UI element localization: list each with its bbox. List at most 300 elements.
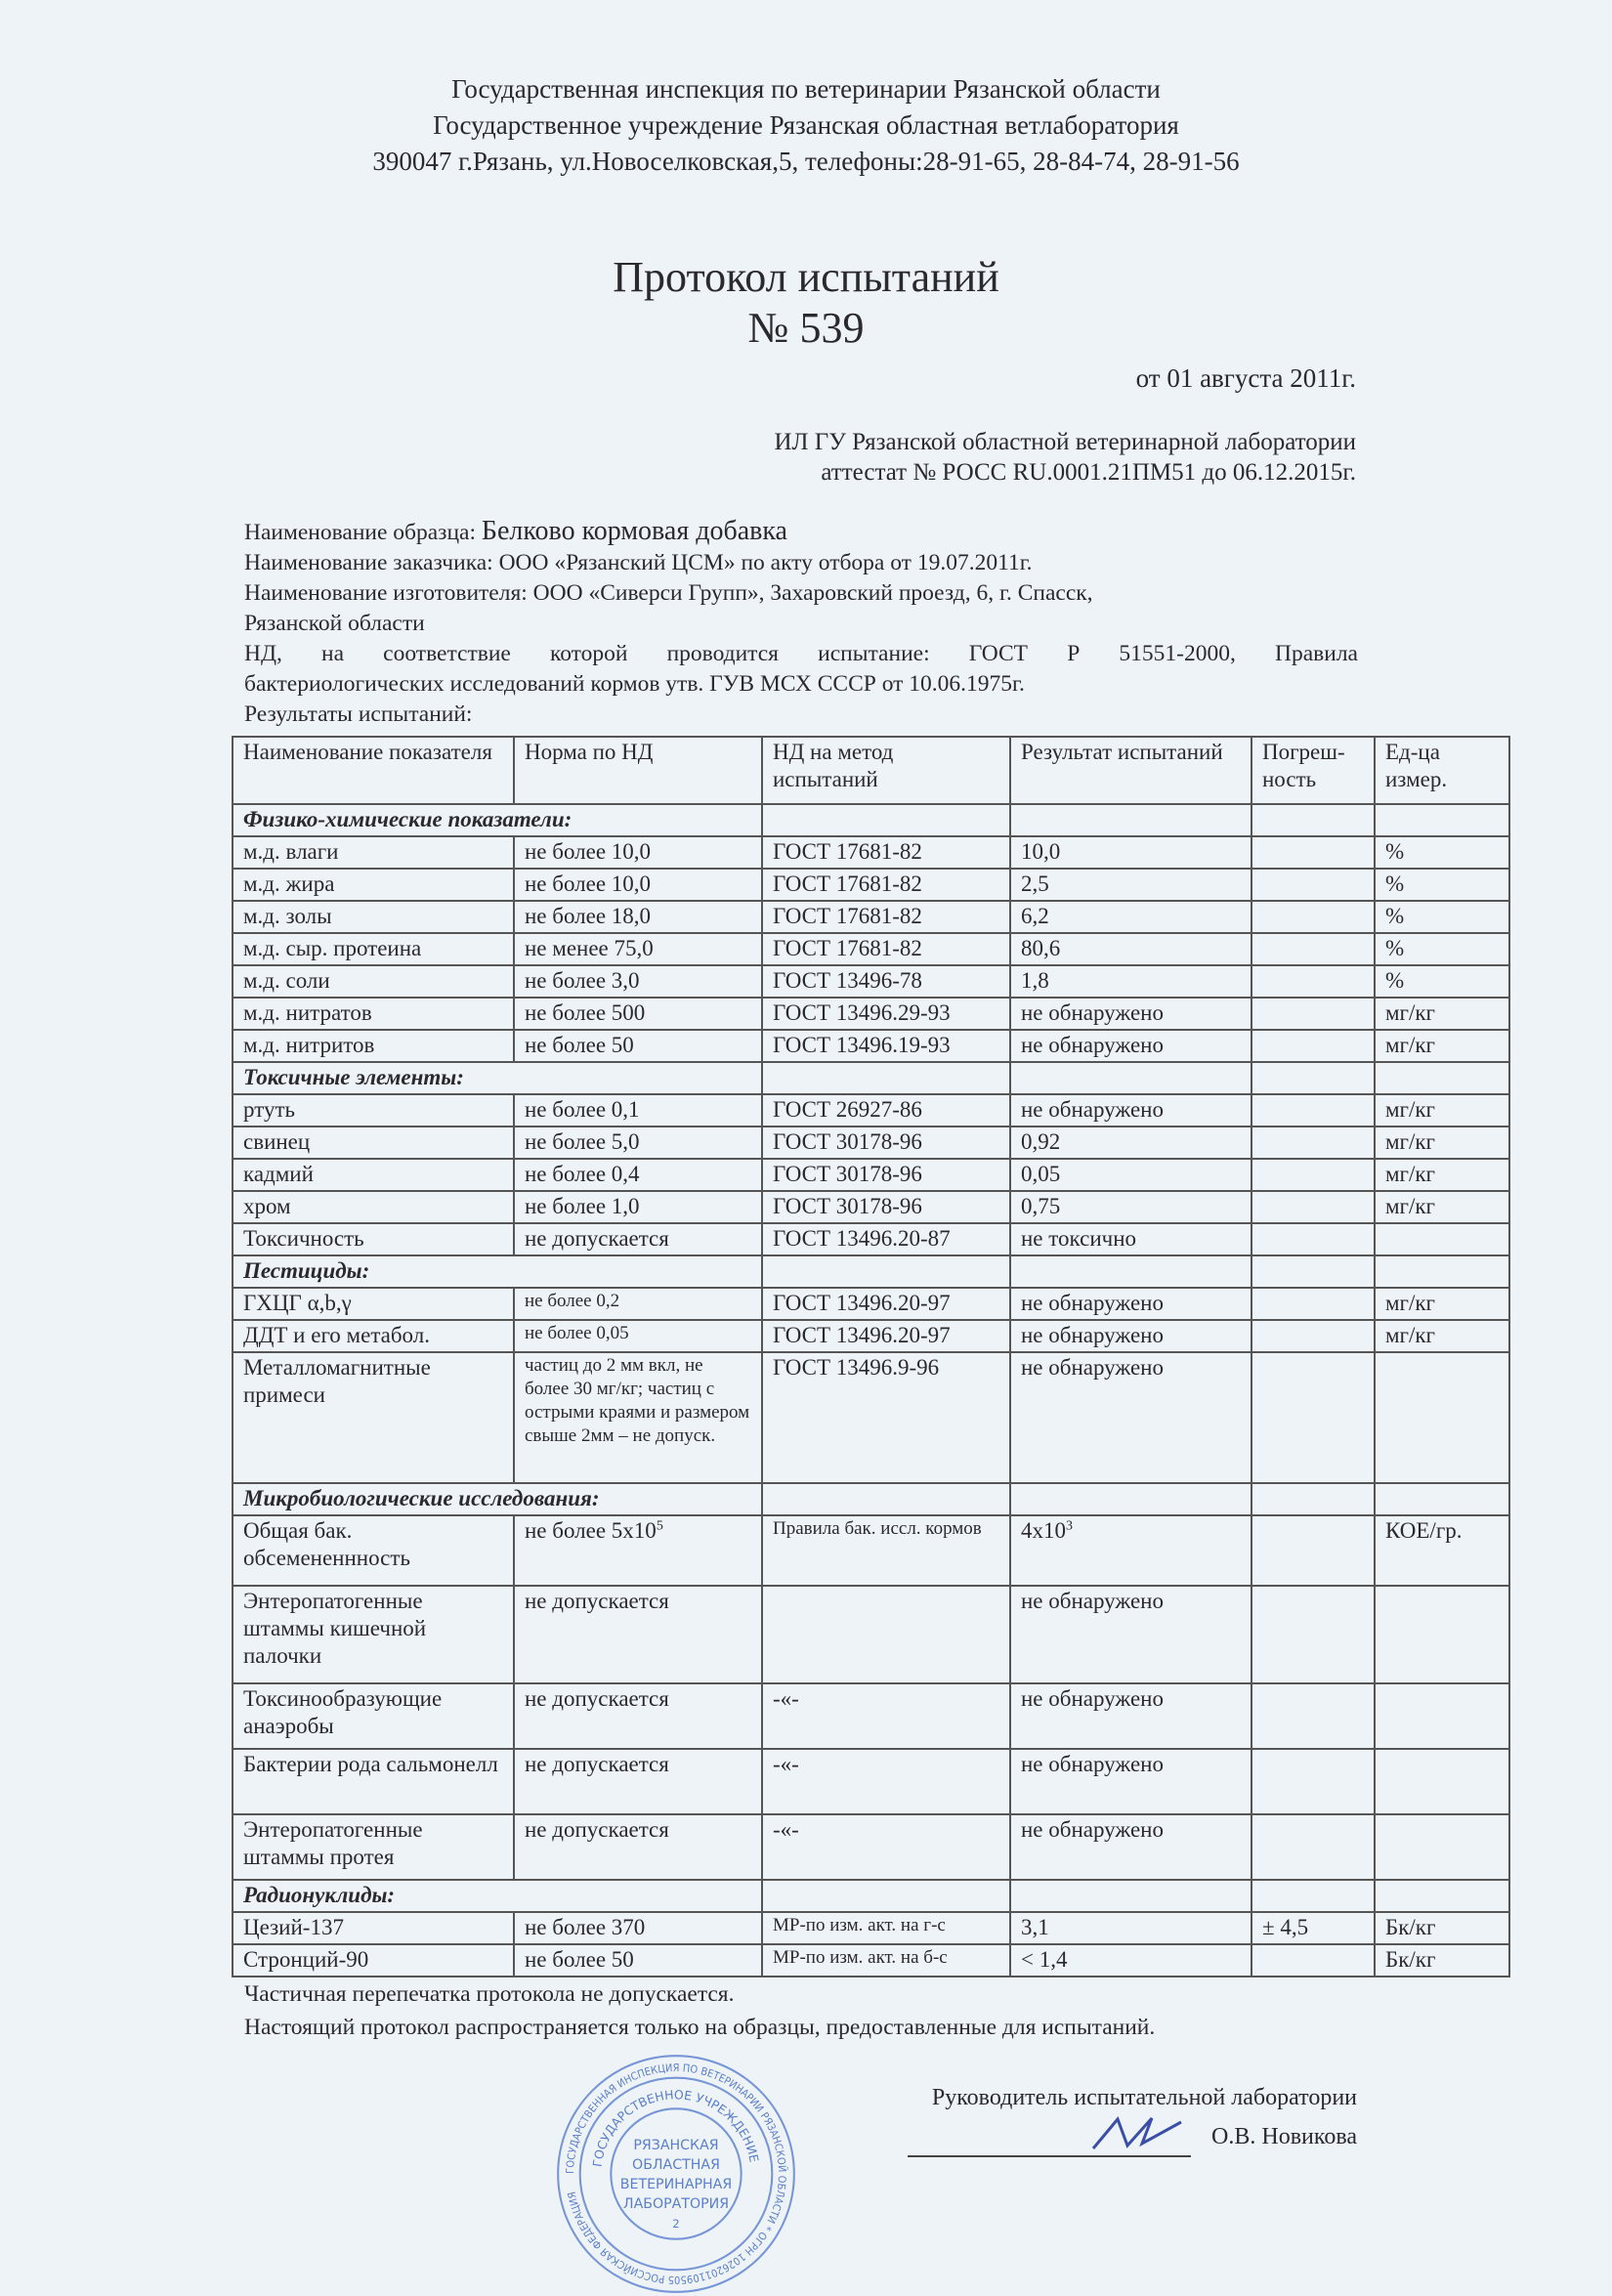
header-line-3: 390047 г.Рязань, ул.Новоселковская,5, телефоны:28-91-65, 28-84-74, 28-91-56: [372, 147, 1240, 176]
cell-text: -«-: [773, 1817, 799, 1842]
table-cell: [1375, 1912, 1509, 1944]
table-cell: [1010, 1320, 1251, 1352]
table-cell: [514, 1094, 762, 1127]
table-cell: [762, 933, 1010, 965]
table-row: [233, 1159, 1509, 1191]
cell-text: Стронций-90: [243, 1947, 369, 1972]
table-cell: [1010, 1944, 1251, 1977]
table-cell: [1010, 1683, 1251, 1749]
cell-text: не более 50: [525, 1033, 634, 1057]
footer-note-2: Настоящий протокол распространяется только на образцы, предоставленные для испытаний.: [244, 2015, 1156, 2040]
table-cell: [1251, 1814, 1375, 1880]
table-cell: [1010, 1223, 1251, 1255]
table-cell: [762, 1159, 1010, 1191]
table-cell: [233, 1944, 514, 1977]
cell-text: мг/кг: [1385, 1194, 1435, 1218]
cell-text: не более 0,1: [525, 1097, 640, 1122]
cell-text: 6,2: [1021, 904, 1049, 928]
table-cell: [1010, 1127, 1251, 1159]
table-cell: [233, 869, 514, 901]
table-cell: [1375, 1320, 1509, 1352]
cell-text: Бактерии рода сальмонелл: [243, 1752, 498, 1776]
cell-text: не обнаружено: [1021, 1686, 1164, 1711]
cell-text: ртуть: [243, 1097, 295, 1122]
empty-cell: [1010, 1483, 1251, 1515]
table-row: [233, 836, 1509, 869]
svg-text:ЛАБОРАТОРИЯ: ЛАБОРАТОРИЯ: [622, 2196, 730, 2212]
table-cell: [1251, 1030, 1375, 1062]
column-header: Результат испытаний: [1010, 737, 1251, 804]
cell-text: ГОСТ 17681-82: [773, 872, 922, 896]
document-title: Протокол испытаний: [613, 253, 999, 301]
table-cell: [1010, 901, 1251, 933]
svg-text:ГОСУДАРСТВЕННАЯ ИНСПЕКЦИЯ ПО В: ГОСУДАРСТВЕННАЯ ИНСПЕКЦИЯ ПО ВЕТЕРИНАРИИ РЯЗАНСКОЙ ОБЛАСТИ * ОГРН 1026201109505 РОССИЙСКАЯ ФЕДЕРАЦИЯ: [563, 2061, 789, 2287]
table-cell: [1251, 933, 1375, 965]
table-row: [233, 1030, 1509, 1062]
table-cell: [1251, 1127, 1375, 1159]
signature-line: [908, 2155, 1191, 2157]
table-cell: [514, 869, 762, 901]
cell-text: Правила бак. иссл. кормов: [773, 1518, 982, 1539]
table-cell: [1375, 1127, 1509, 1159]
table-cell: [762, 1352, 1010, 1483]
cell-text: 80,6: [1021, 936, 1061, 960]
table-cell: [762, 1094, 1010, 1127]
cell-text: не более 3,0: [525, 968, 640, 993]
cell-text: ГОСТ 13496.9-96: [773, 1355, 940, 1380]
cell-text: не обнаружено: [1021, 1097, 1164, 1122]
svg-text:ОБЛАСТНАЯ: ОБЛАСТНАЯ: [632, 2157, 720, 2173]
signature-row: [232, 2052, 1508, 2296]
table-cell: [233, 1320, 514, 1352]
table-cell: [1251, 1320, 1375, 1352]
cell-text: мг/кг: [1385, 1323, 1435, 1347]
table-cell: [514, 1127, 762, 1159]
table-cell: [762, 1586, 1010, 1683]
cell-text: не обнаружено: [1021, 1323, 1164, 1347]
table-cell: [1010, 1912, 1251, 1944]
section-title: Микробиологические исследования:: [233, 1483, 762, 1515]
table-cell: [1251, 1944, 1375, 1977]
cell-text: КОЕ/гр.: [1385, 1518, 1463, 1543]
table-cell: [762, 1912, 1010, 1944]
cell-text: не обнаружено: [1021, 1589, 1164, 1613]
sample-label: Наименование образца:: [244, 520, 482, 545]
table-cell: [762, 1944, 1010, 1977]
table-cell: [1375, 1814, 1509, 1880]
table-cell: [1010, 933, 1251, 965]
table-cell: [1251, 836, 1375, 869]
table-cell: [762, 1683, 1010, 1749]
cell-text: 0,92: [1021, 1129, 1061, 1154]
table-cell: [762, 1320, 1010, 1352]
cell-text: Металломагнитные примеси: [243, 1355, 431, 1407]
cell-text: МР-по изм. акт. на б-с: [773, 1947, 948, 1968]
cell-text: Цезий-137: [243, 1915, 344, 1939]
footer-note-1: Частичная перепечатка протокола не допускается.: [244, 1981, 735, 2007]
table-cell: [762, 965, 1010, 998]
table-cell: [762, 836, 1010, 869]
cell-text: не обнаружено: [1021, 1752, 1164, 1776]
empty-cell: [762, 1880, 1010, 1912]
table-cell: [1375, 1159, 1509, 1191]
table-cell: [762, 1515, 1010, 1586]
cell-text: не более 500: [525, 1000, 646, 1025]
cell-text: 0,75: [1021, 1194, 1061, 1218]
empty-cell: [1010, 1880, 1251, 1912]
table-row: [233, 1944, 1509, 1977]
empty-cell: [762, 1062, 1010, 1094]
cell-text: ДДТ и его метабол.: [243, 1323, 430, 1347]
empty-cell: [1010, 1255, 1251, 1288]
cell-text: ГОСТ 13496.29-93: [773, 1000, 951, 1025]
cell-text: 3,1: [1021, 1915, 1049, 1939]
table-cell: [1251, 998, 1375, 1030]
section-title: Пестициды:: [233, 1255, 762, 1288]
cell-text: ± 4,5: [1262, 1915, 1309, 1939]
table-cell: [762, 901, 1010, 933]
cell-text: не более 0,05: [525, 1323, 629, 1343]
table-cell: [1251, 1515, 1375, 1586]
cell-text: не обнаружено: [1021, 1817, 1164, 1842]
table-cell: [514, 1515, 762, 1586]
table-cell: [1251, 1352, 1375, 1483]
table-cell: [514, 901, 762, 933]
table-row: [233, 1094, 1509, 1127]
table-row: [233, 1352, 1509, 1483]
table-cell: [1375, 869, 1509, 901]
table-cell: [1010, 1814, 1251, 1880]
column-header: Ед-ца измер.: [1375, 737, 1509, 804]
table-cell: [514, 1683, 762, 1749]
cell-text: мг/кг: [1385, 1097, 1435, 1122]
table-row: [233, 998, 1509, 1030]
table-cell: [1375, 998, 1509, 1030]
cell-text: Токсинообразующие анаэробы: [243, 1686, 443, 1738]
table-cell: [1251, 1191, 1375, 1223]
table-row: [233, 1320, 1509, 1352]
table-cell: [762, 1814, 1010, 1880]
cell-text: ГОСТ 13496-78: [773, 968, 922, 993]
cell-text: ГОСТ 17681-82: [773, 839, 922, 864]
cell-text: -«-: [773, 1752, 799, 1776]
table-cell: [233, 933, 514, 965]
cell-text: м.д. золы: [243, 904, 332, 928]
table-cell: [1375, 1030, 1509, 1062]
table-row: [233, 1127, 1509, 1159]
cell-text: Общая бак. обсемененнность: [243, 1518, 410, 1570]
empty-cell: [1375, 1880, 1509, 1912]
table-cell: [1251, 1223, 1375, 1255]
table-cell: [762, 869, 1010, 901]
lab-name: ИЛ ГУ Рязанской областной ветеринарной лаборатории: [774, 429, 1356, 455]
svg-text:ГОСУДАРСТВЕННОЕ УЧРЕЖДЕНИЕ: ГОСУДАРСТВЕННОЕ УЧРЕЖДЕНИЕ: [589, 2087, 762, 2168]
cell-text: м.д. влаги: [243, 839, 339, 864]
table-cell: [233, 1288, 514, 1320]
section-row: [233, 804, 1509, 836]
table-cell: [233, 1030, 514, 1062]
table-cell: [1251, 1094, 1375, 1127]
customer: Наименование заказчика: ООО «Рязанский ЦСМ» по акту отбора от 19.07.2011г.: [244, 550, 1033, 575]
table-cell: [1010, 1288, 1251, 1320]
cell-text: ГОСТ 30178-96: [773, 1129, 922, 1154]
table-cell: [762, 1030, 1010, 1062]
sample-info: [244, 518, 1358, 730]
table-row: [233, 869, 1509, 901]
cell-text: %: [1385, 904, 1405, 928]
empty-cell: [1375, 1062, 1509, 1094]
table-cell: [1375, 1749, 1509, 1814]
table-row: [233, 965, 1509, 998]
cell-text: не допускается: [525, 1817, 669, 1842]
table-cell: [762, 1191, 1010, 1223]
table-cell: [1010, 836, 1251, 869]
exponent: 5: [656, 1518, 663, 1534]
cell-text: 1,8: [1021, 968, 1049, 993]
cell-text: ГОСТ 13496.19-93: [773, 1033, 951, 1057]
svg-text:РЯЗАНСКАЯ: РЯЗАНСКАЯ: [633, 2138, 719, 2153]
table-cell: [514, 1288, 762, 1320]
table-cell: [233, 1586, 514, 1683]
section-row: [233, 1483, 1509, 1515]
cell-text: не более 18,0: [525, 904, 652, 928]
table-cell: [1010, 998, 1251, 1030]
cell-text: 10,0: [1021, 839, 1061, 864]
header-line-2: Государственное учреждение Рязанская областная ветлаборатория: [433, 110, 1179, 140]
cell-text: свинец: [243, 1129, 311, 1154]
table-cell: [1251, 1159, 1375, 1191]
cell-text: %: [1385, 872, 1405, 896]
table-cell: [1010, 1586, 1251, 1683]
cell-text: %: [1385, 936, 1405, 960]
cell-text: мг/кг: [1385, 1291, 1435, 1315]
empty-cell: [762, 804, 1010, 836]
svg-text:2: 2: [672, 2217, 680, 2231]
table-cell: [762, 1127, 1010, 1159]
table-row: [233, 1683, 1509, 1749]
cell-text: мг/кг: [1385, 1033, 1435, 1057]
protocol-number: № 539: [747, 304, 865, 352]
table-cell: [233, 836, 514, 869]
column-header: Норма по НД: [514, 737, 762, 804]
table-cell: [1251, 869, 1375, 901]
table-cell: [1375, 1683, 1509, 1749]
table-cell: [1375, 1223, 1509, 1255]
table-cell: [1251, 1912, 1375, 1944]
column-header: Погреш-ность: [1251, 737, 1375, 804]
cell-text: не более 5x10: [525, 1518, 657, 1543]
cell-text: мг/кг: [1385, 1162, 1435, 1186]
empty-cell: [762, 1483, 1010, 1515]
empty-cell: [1251, 804, 1375, 836]
manufacturer: Наименование изготовителя: ООО «Сиверси Групп», Захаровский проезд, 6, г. Спасск,: [244, 580, 1093, 606]
cell-text: м.д. нитритов: [243, 1033, 375, 1057]
cell-text: %: [1385, 839, 1405, 864]
table-cell: [762, 1223, 1010, 1255]
table-cell: [514, 1814, 762, 1880]
table-row: [233, 1288, 1509, 1320]
empty-cell: [1375, 804, 1509, 836]
table-cell: [1375, 1352, 1509, 1483]
cell-text: Бк/кг: [1385, 1915, 1436, 1939]
table-cell: [1375, 1094, 1509, 1127]
table-cell: [1375, 965, 1509, 998]
table-cell: [1375, 1515, 1509, 1586]
section-title: Физико-химические показатели:: [233, 804, 762, 836]
table-cell: [1010, 1352, 1251, 1483]
section-row: [233, 1880, 1509, 1912]
table-cell: [1251, 1683, 1375, 1749]
table-cell: [514, 1352, 762, 1483]
table-cell: [233, 1191, 514, 1223]
empty-cell: [1251, 1062, 1375, 1094]
cell-text: не токсично: [1021, 1226, 1137, 1251]
table-row: [233, 933, 1509, 965]
cell-text: не более 50: [525, 1947, 634, 1972]
normative-doc-cont: бактериологических исследований кормов утв. ГУВ МСХ СССР от 10.06.1975г.: [244, 671, 1025, 697]
cell-text: ГХЦГ α,b,γ: [243, 1291, 352, 1315]
empty-cell: [1251, 1255, 1375, 1288]
table-cell: [514, 1223, 762, 1255]
table-cell: [233, 965, 514, 998]
cell-text: частиц до 2 мм вкл, не более 30 мг/кг; частиц с острыми краями и размером свыше 2мм – не допуск.: [525, 1355, 750, 1446]
table-row: [233, 1814, 1509, 1880]
table-cell: [233, 1515, 514, 1586]
table-cell: [233, 1683, 514, 1749]
empty-cell: [1251, 1880, 1375, 1912]
table-cell: [233, 901, 514, 933]
table-cell: [514, 933, 762, 965]
table-cell: [1251, 901, 1375, 933]
table-cell: [1375, 1944, 1509, 1977]
cell-text: не обнаружено: [1021, 1291, 1164, 1315]
cell-text: %: [1385, 968, 1405, 993]
table-row: [233, 1223, 1509, 1255]
table-cell: [233, 1814, 514, 1880]
table-cell: [514, 1586, 762, 1683]
table-cell: [1010, 1515, 1251, 1586]
table-row: [233, 1912, 1509, 1944]
cell-text: ГОСТ 13496.20-87: [773, 1226, 951, 1251]
table-row: [233, 901, 1509, 933]
official-stamp: [554, 2052, 798, 2296]
cell-text: мг/кг: [1385, 1129, 1435, 1154]
empty-cell: [1251, 1483, 1375, 1515]
cell-text: м.д. соли: [243, 968, 330, 993]
column-header: НД на метод испытаний: [762, 737, 1010, 804]
section-title: Токсичные элементы:: [233, 1062, 762, 1094]
cell-text: ГОСТ 30178-96: [773, 1162, 922, 1186]
cell-text: 2,5: [1021, 872, 1049, 896]
cell-text: не более 370: [525, 1915, 646, 1939]
cell-text: м.д. жира: [243, 872, 335, 896]
header-line-1: Государственная инспекция по ветеринарии Рязанской области: [451, 74, 1161, 104]
cell-text: не допускается: [525, 1752, 669, 1776]
cell-text: не более 5,0: [525, 1129, 640, 1154]
svg-text:ВЕТЕРИНАРНАЯ: ВЕТЕРИНАРНАЯ: [619, 2177, 733, 2192]
table-cell: [514, 836, 762, 869]
cell-text: ГОСТ 17681-82: [773, 936, 922, 960]
table-cell: [762, 1749, 1010, 1814]
cell-text: не обнаружено: [1021, 1355, 1164, 1380]
table-cell: [514, 1030, 762, 1062]
table-cell: [233, 1094, 514, 1127]
table-cell: [514, 1944, 762, 1977]
table-cell: [233, 1127, 514, 1159]
table-cell: [1251, 1288, 1375, 1320]
table-cell: [1010, 1094, 1251, 1127]
table-cell: [514, 1159, 762, 1191]
cell-text: ГОСТ 13496.20-97: [773, 1323, 951, 1347]
cell-text: м.д. сыр. протеина: [243, 936, 422, 960]
cell-text: не обнаружено: [1021, 1000, 1164, 1025]
normative-doc: НД, на соответствие которой проводится испытание: ГОСТ Р 51551-2000, Правила: [244, 641, 1358, 666]
cell-text: не допускается: [525, 1686, 669, 1711]
table-cell: [1375, 1191, 1509, 1223]
cell-text: хром: [243, 1194, 291, 1218]
cell-text: не более 10,0: [525, 872, 652, 896]
table-cell: [1010, 1749, 1251, 1814]
section-row: [233, 1062, 1509, 1094]
table-cell: [233, 1912, 514, 1944]
results-label: Результаты испытаний:: [244, 702, 473, 727]
table-cell: [1010, 1030, 1251, 1062]
empty-cell: [762, 1255, 1010, 1288]
cell-text: Энтеропатогенные штаммы кишечной палочки: [243, 1589, 427, 1668]
cell-text: ГОСТ 26927-86: [773, 1097, 922, 1122]
lab-certificate: аттестат № РОСС RU.0001.21ПМ51 до 06.12.2015г.: [821, 459, 1356, 486]
cell-text: не более 0,4: [525, 1162, 640, 1186]
cell-text: ГОСТ 30178-96: [773, 1194, 922, 1218]
table-cell: [514, 965, 762, 998]
cell-text: Энтеропатогенные штаммы протея: [243, 1817, 423, 1869]
section-row: [233, 1255, 1509, 1288]
signature: [1088, 2114, 1206, 2153]
table-cell: [1010, 869, 1251, 901]
signature-block: [908, 2081, 1357, 2157]
table-cell: [233, 1159, 514, 1191]
cell-text: не более 10,0: [525, 839, 652, 864]
table-cell: [762, 1288, 1010, 1320]
empty-cell: [1375, 1255, 1509, 1288]
protocol-date: от 01 августа 2011г.: [1135, 363, 1356, 393]
table-cell: [1010, 1159, 1251, 1191]
cell-text: не допускается: [525, 1589, 669, 1613]
sample-value: Белково кормовая добавка: [481, 516, 787, 546]
table-row: [233, 1191, 1509, 1223]
document-body: [232, 518, 1508, 2296]
table-cell: [1375, 1288, 1509, 1320]
table-cell: [1375, 836, 1509, 869]
table-header-row: [233, 737, 1509, 804]
table-cell: [233, 1352, 514, 1483]
results-table: [232, 736, 1510, 1977]
empty-cell: [1010, 804, 1251, 836]
manufacturer-region: Рязанской области: [244, 611, 425, 636]
table-cell: [233, 1749, 514, 1814]
table-cell: [1375, 901, 1509, 933]
cell-text: -«-: [773, 1686, 799, 1711]
signer-name: О.В. Новикова: [1211, 2124, 1357, 2149]
table-cell: [1251, 965, 1375, 998]
cell-text: не обнаружено: [1021, 1033, 1164, 1057]
cell-text: 0,05: [1021, 1162, 1061, 1186]
cell-text: < 1,4: [1021, 1947, 1068, 1972]
empty-cell: [1375, 1483, 1509, 1515]
table-cell: [1010, 965, 1251, 998]
table-cell: [233, 1223, 514, 1255]
column-header: Наименование показателя: [233, 737, 514, 804]
